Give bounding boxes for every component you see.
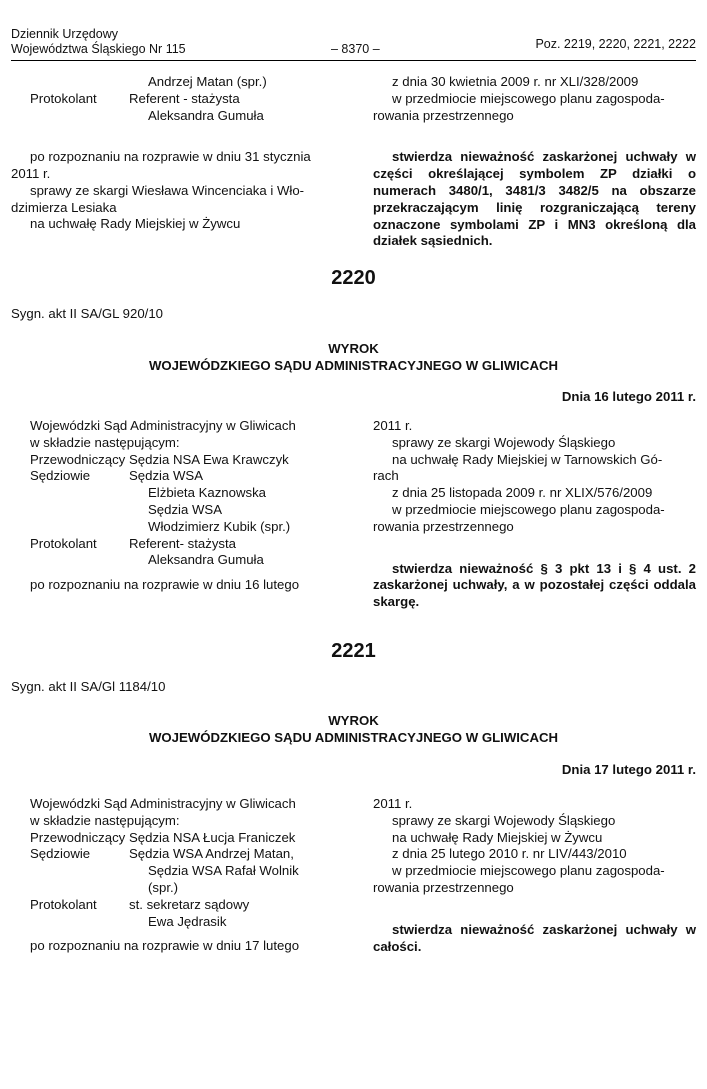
position-numbers: Poz. 2219, 2220, 2221, 2222 — [535, 37, 696, 51]
judgment-title-2221 — [11, 712, 696, 746]
judgment-date-2221: Dnia 17 lutego 2011 r. — [561, 762, 696, 777]
judge-3: Sędzia WSA — [148, 501, 223, 517]
subject-line-cont: rowania przestrzennego — [373, 879, 514, 895]
chair-row — [11, 452, 334, 469]
clerk-label: Protokolant — [30, 896, 97, 912]
subject-line: w przedmiocie miejscowego planu zagospoda- — [392, 90, 665, 106]
judge-1: Sędzia WSA Andrzej Matan, — [129, 846, 294, 862]
journal-title-line1: Dziennik Urzędowy — [11, 27, 118, 41]
clerk-name: Ewa Jędrasik — [148, 913, 227, 929]
judge-2: Elżbieta Kaznowska — [148, 485, 267, 501]
case-signature-2221: Sygn. akt II SA/Gl 1184/10 — [11, 679, 166, 694]
clerk-row — [11, 897, 334, 914]
subject-line: w przedmiocie miejscowego planu zagospoda- — [392, 501, 665, 517]
clerk-row — [11, 536, 334, 553]
judges-label: Sędziowie — [30, 846, 91, 862]
judges-label: Sędziowie — [30, 468, 91, 484]
resolution-date: z dnia 25 listopada 2009 r. nr XLIX/576/2009 — [392, 485, 653, 501]
page-header — [11, 27, 696, 59]
judge-name: Andrzej Matan (spr.) — [148, 74, 267, 89]
judge-2-note: (spr.) — [148, 879, 179, 895]
composition-line: w składzie następującym: — [30, 812, 180, 828]
judge-4: Włodzimierz Kubik (spr.) — [148, 518, 291, 534]
judges-row — [11, 468, 334, 485]
resolution-line: na uchwałę Rady Miejskiej w Tarnowskich Gó- — [392, 451, 663, 467]
subject-line-cont: rowania przestrzennego — [373, 107, 514, 123]
left-column — [11, 796, 334, 955]
clerk-name: Aleksandra Gumuła — [148, 552, 264, 568]
judge-1: Sędzia WSA — [129, 468, 204, 484]
resolution-line-cont: rach — [373, 468, 399, 484]
judgment-date-2220: Dnia 16 lutego 2011 r. — [561, 389, 696, 404]
hearing-line-cont: 2011 r. — [11, 165, 51, 181]
left-column — [11, 418, 334, 594]
position-number-2221: 2221 — [331, 640, 376, 662]
ruling-text: stwierdza nieważność § 3 pkt 13 i § 4 ust. 2 zaskarżonej uchwały, a w pozostałej części oddala skargę. — [373, 560, 696, 610]
subject-line-cont: rowania przestrzennego — [373, 518, 514, 534]
position-number-2220: 2220 — [331, 267, 376, 289]
right-column — [373, 418, 696, 611]
journal-title — [11, 27, 186, 57]
complaint-line: sprawy ze skargi Wojewody Śląskiego — [392, 812, 616, 828]
clerk-label: Protokolant — [30, 535, 97, 551]
judgment-heading: WYROK — [328, 341, 379, 356]
complaint-line: sprawy ze skargi Wojewody Śląskiego — [392, 434, 616, 450]
left-column — [11, 74, 334, 233]
hearing-line: po rozpoznaniu na rozprawie w dniu 17 lutego — [30, 938, 300, 954]
complaint-line-cont: dzimierza Lesiaka — [11, 199, 117, 215]
right-column — [373, 74, 696, 250]
page-number: – 8370 – — [331, 42, 380, 56]
hearing-year: 2011 r. — [373, 796, 413, 811]
court-heading: WOJEWÓDZKIEGO SĄDU ADMINISTRACYJNEGO W GLIWICACH — [148, 358, 559, 373]
subject-line: w przedmiocie miejscowego planu zagospoda- — [392, 863, 665, 879]
clerk-value: Referent - stażysta — [129, 90, 240, 106]
clerk-name: Aleksandra Gumuła — [148, 107, 264, 123]
complaint-line: sprawy ze skargi Wiesława Wincenciaka i Wło- — [30, 182, 305, 198]
resolution-line: na uchwałę Rady Miejskiej w Żywcu — [392, 829, 603, 845]
judgment-title-2220 — [11, 340, 696, 374]
judgment-heading: WYROK — [328, 713, 379, 728]
hearing-year: 2011 r. — [373, 418, 413, 433]
clerk-value: Referent- stażysta — [129, 535, 237, 551]
chair-row — [11, 830, 334, 847]
clerk-label: Protokolant — [30, 90, 97, 106]
case-signature-2220: Sygn. akt II SA/GL 920/10 — [11, 306, 163, 321]
chair-label: Przewodniczący — [30, 451, 126, 467]
court-name: Wojewódzki Sąd Administracyjny w Gliwicach — [30, 796, 296, 811]
ruling-text: stwierdza nieważność zaskarżonej uchwały w części określającej symbolem ZP działki o numerach 3480/1, 3481/3 3482/5 na obszarze przekraczającym linię rozgraniczającą tereny oznaczone symbolami ZP i MN3 określoną dla działek sąsiednich. — [373, 149, 696, 249]
court-heading: WOJEWÓDZKIEGO SĄDU ADMINISTRACYJNEGO W GLIWICACH — [148, 730, 559, 745]
right-column — [373, 796, 696, 955]
chair-value: Sędzia NSA Łucja Franiczek — [129, 829, 296, 845]
resolution-line: na uchwałę Rady Miejskiej w Żywcu — [30, 216, 241, 232]
chair-label: Przewodniczący — [30, 829, 126, 845]
chair-value: Sędzia NSA Ewa Krawczyk — [129, 451, 289, 467]
clerk-value: st. sekretarz sądowy — [129, 896, 250, 912]
hearing-line: po rozpoznaniu na rozprawie w dniu 16 lutego — [30, 577, 300, 593]
ruling-text: stwierdza nieważność zaskarżonej uchwały w całości. — [373, 921, 696, 954]
judge-2: Sędzia WSA Rafał Wolnik — [148, 863, 299, 879]
court-name: Wojewódzki Sąd Administracyjny w Gliwicach — [30, 418, 296, 433]
judges-row — [11, 846, 334, 863]
clerk-row — [11, 91, 334, 108]
header-rule — [11, 60, 696, 61]
resolution-date: z dnia 30 kwietnia 2009 r. nr XLI/328/2009 — [392, 74, 639, 89]
resolution-date: z dnia 25 lutego 2010 r. nr LIV/443/2010 — [392, 846, 627, 862]
composition-line: w składzie następującym: — [30, 434, 180, 450]
journal-title-line2: Województwa Śląskiego Nr 115 — [11, 42, 186, 56]
document-page — [11, 0, 696, 1089]
hearing-line: po rozpoznaniu na rozprawie w dniu 31 stycznia — [30, 149, 311, 165]
